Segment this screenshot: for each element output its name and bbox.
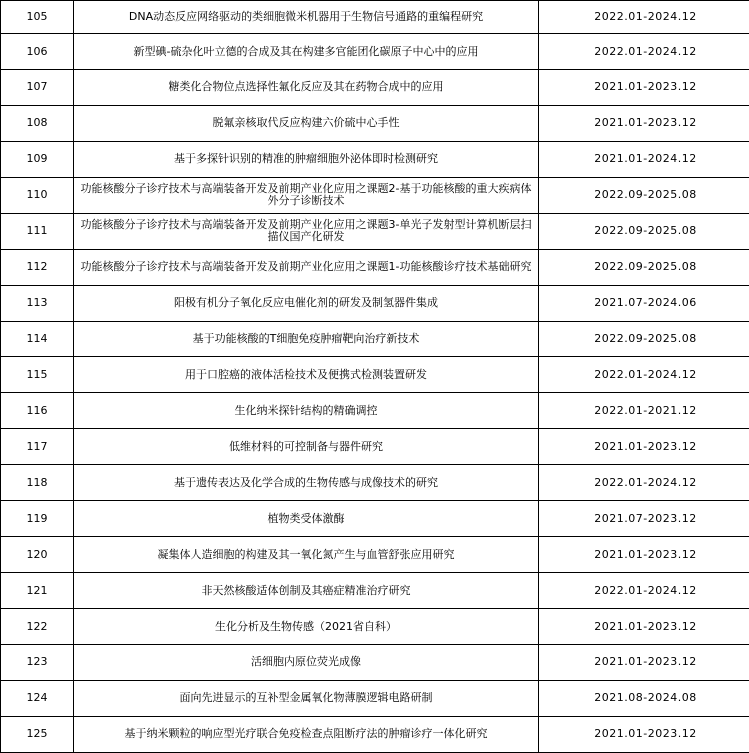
table-row (1, 609, 749, 645)
project-period: 2021.01-2023.12 (539, 644, 749, 680)
project-title: 凝集体人造细胞的构建及其一氧化氮产生与血管舒张应用研究 (74, 537, 539, 573)
table-row (1, 141, 749, 177)
project-title: 基于纳米颗粒的响应型光疗联合免疫检查点阻断疗法的肿瘤诊疗一体化研究 (74, 716, 539, 752)
project-period: 2022.01-2024.12 (539, 573, 749, 609)
project-title: 活细胞内原位荧光成像 (74, 644, 539, 680)
project-period: 2021.07-2023.12 (539, 501, 749, 537)
table-row (1, 680, 749, 716)
table-row (1, 105, 749, 141)
row-number: 117 (1, 429, 74, 465)
table-row (1, 465, 749, 501)
project-title: 基于功能核酸的T细胞免疫肿瘤靶向治疗新技术 (74, 321, 539, 357)
row-number: 115 (1, 357, 74, 393)
project-title: 非天然核酸适体创制及其癌症精准治疗研究 (74, 573, 539, 609)
table-row (1, 537, 749, 573)
table-row (1, 321, 749, 357)
table-row (1, 34, 749, 70)
project-period: 2021.01-2023.12 (539, 69, 749, 105)
project-title: 基于多探针识别的精准的肿瘤细胞外泌体即时检测研究 (74, 141, 539, 177)
project-period: 2022.09-2025.08 (539, 249, 749, 285)
project-title: 功能核酸分子诊疗技术与高端装备开发及前期产业化应用之课题1-功能核酸诊疗技术基础研究 (74, 249, 539, 285)
row-number: 114 (1, 321, 74, 357)
project-period: 2022.09-2025.08 (539, 321, 749, 357)
project-title: 低维材料的可控制备与器件研究 (74, 429, 539, 465)
row-number: 113 (1, 285, 74, 321)
project-period: 2022.01-2024.12 (539, 34, 749, 70)
row-number: 111 (1, 213, 74, 249)
row-number: 109 (1, 141, 74, 177)
row-number: 112 (1, 249, 74, 285)
table-row (1, 213, 749, 249)
row-number: 120 (1, 537, 74, 573)
row-number: 106 (1, 34, 74, 70)
project-period: 2021.08-2024.08 (539, 680, 749, 716)
table-row (1, 393, 749, 429)
table-row (1, 177, 749, 213)
project-period: 2022.01-2024.12 (539, 1, 749, 34)
project-period: 2021.01-2023.12 (539, 105, 749, 141)
project-period: 2021.01-2023.12 (539, 716, 749, 752)
table-row (1, 249, 749, 285)
table-row (1, 716, 749, 752)
project-title: 生化纳米探针结构的精确调控 (74, 393, 539, 429)
project-period: 2021.01-2023.12 (539, 609, 749, 645)
row-number: 125 (1, 716, 74, 752)
project-title: 生化分析及生物传感（2021省自科） (74, 609, 539, 645)
table-row (1, 501, 749, 537)
table-row (1, 644, 749, 680)
project-period: 2022.01-2024.12 (539, 357, 749, 393)
project-title: 面向先进显示的互补型金属氧化物薄膜逻辑电路研制 (74, 680, 539, 716)
table-row (1, 285, 749, 321)
row-number: 123 (1, 644, 74, 680)
project-period: 2022.09-2025.08 (539, 177, 749, 213)
table-row (1, 429, 749, 465)
row-number: 124 (1, 680, 74, 716)
project-period: 2021.07-2024.06 (539, 285, 749, 321)
project-period: 2022.01-2021.12 (539, 393, 749, 429)
project-title: 新型碘-硫杂化叶立德的合成及其在构建多官能团化碳原子中心中的应用 (74, 34, 539, 70)
project-period: 2021.01-2023.12 (539, 429, 749, 465)
row-number: 108 (1, 105, 74, 141)
project-title: 阳极有机分子氧化反应电催化剂的研发及制氢器件集成 (74, 285, 539, 321)
row-number: 121 (1, 573, 74, 609)
project-title: 糖类化合物位点选择性氟化反应及其在药物合成中的应用 (74, 69, 539, 105)
table-row (1, 357, 749, 393)
project-title: 用于口腔癌的液体活检技术及便携式检测装置研发 (74, 357, 539, 393)
project-title: DNA动态反应网络驱动的类细胞微米机器用于生物信号通路的重编程研究 (74, 1, 539, 34)
project-table-body (1, 1, 749, 753)
project-title: 功能核酸分子诊疗技术与高端装备开发及前期产业化应用之课题2-基于功能核酸的重大疾病体外分子诊断技术 (74, 177, 539, 213)
table-row (1, 1, 749, 34)
row-number: 110 (1, 177, 74, 213)
project-period: 2022.01-2024.12 (539, 465, 749, 501)
project-title: 基于遗传表达及化学合成的生物传感与成像技术的研究 (74, 465, 539, 501)
project-title: 脱氟亲核取代反应构建六价硫中心手性 (74, 105, 539, 141)
table-row (1, 573, 749, 609)
row-number: 107 (1, 69, 74, 105)
row-number: 118 (1, 465, 74, 501)
project-period: 2022.09-2025.08 (539, 213, 749, 249)
row-number: 119 (1, 501, 74, 537)
project-title: 植物类受体激酶 (74, 501, 539, 537)
project-title: 功能核酸分子诊疗技术与高端装备开发及前期产业化应用之课题3-单光子发射型计算机断层扫描仪国产化研发 (74, 213, 539, 249)
table-row (1, 69, 749, 105)
row-number: 116 (1, 393, 74, 429)
project-period: 2021.01-2023.12 (539, 537, 749, 573)
project-period: 2021.01-2024.12 (539, 141, 749, 177)
row-number: 122 (1, 609, 74, 645)
row-number: 105 (1, 1, 74, 34)
